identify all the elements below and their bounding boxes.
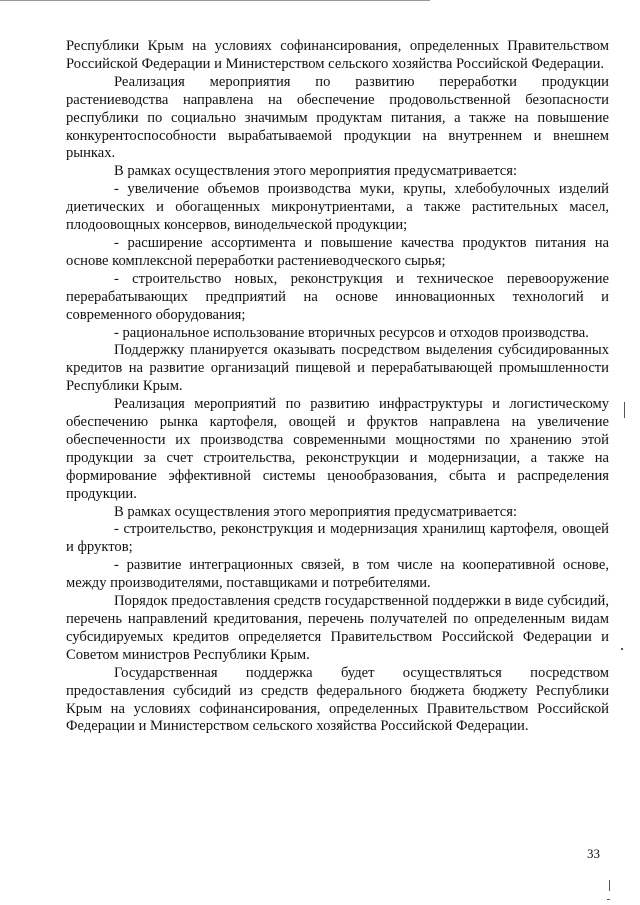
paragraph: Реализация мероприятия по развитию переработки продукции растениеводства направлена на обеспечение продовольственной безопасности республики по социально значимым продуктам питания, а также на повышение конкурентоспособности вырабатываемой продукции на внутреннем и внешнем рынках. <box>66 73 609 162</box>
document-body <box>66 38 609 736</box>
list-item: - строительство, реконструкция и модернизация хранилищ картофеля, овощей и фруктов; <box>66 521 609 556</box>
paragraph: Поддержку планируется оказывать посредством выделения субсидированных кредитов на развитие организаций пищевой и перерабатывающей промышленности Республики Крым. <box>66 342 609 395</box>
list-item: - строительство новых, реконструкция и техническое перевооружение перерабатывающих предприятий на основе инновационных технологий и современного оборудования; <box>66 270 609 323</box>
paragraph: Республики Крым на условиях софинансирования, определенных Правительством Российской Федерации и Министерством сельского хозяйства Российской Федерации. <box>66 38 609 72</box>
scan-mark <box>607 899 610 900</box>
list-item: - развитие интеграционных связей, в том числе на кооперативной основе, между производителями, поставщиками и потребителями. <box>66 557 609 592</box>
scan-edge-line <box>0 0 430 1</box>
scan-mark <box>609 880 610 891</box>
list-item: - расширение ассортимента и повышение качества продуктов питания на основе комплексной переработки растениеводческого сырья; <box>66 234 609 269</box>
paragraph: Порядок предоставления средств государственной поддержки в виде субсидий, перечень направлений кредитования, перечень получателей по определенным видам субсидируемых кредитов определяется Правительством Российской Федерации и Советом министров Республики Крым. <box>66 593 609 663</box>
paragraph: Государственная поддержка будет осуществляться посредством предоставления субсидий из средств федерального бюджета бюджету Республики Крым на условиях софинансирования, определенных Правительством Российской Федерации и Министерством сельского хозяйства Российской Федерации. <box>66 664 609 735</box>
paragraph: Реализация мероприятий по развитию инфраструктуры и логистическому обеспечению рынка картофеля, овощей и фруктов направлена на увеличение обеспеченности их производства современными мощностями по хранению этой продукции за счет строительства, реконструкции и модернизации, а также на формирование эффективной системы ценообразования, сбыта и распределения продукции. <box>66 396 609 502</box>
page-number: 33 <box>587 846 600 861</box>
scan-mark <box>624 402 625 418</box>
paragraph: В рамках осуществления этого мероприятия предусматривается: <box>114 163 518 180</box>
scan-mark <box>621 648 623 650</box>
list-item: - увеличение объемов производства муки, крупы, хлебобулочных изделий диетических и обогащенных микронутриентами, а также растительных масел, плодоовощных консервов, винодельческой продукции; <box>66 181 609 234</box>
paragraph: В рамках осуществления этого мероприятия предусматривается: <box>114 503 518 520</box>
list-item: - рациональное использование вторичных ресурсов и отходов производства. <box>114 324 589 341</box>
